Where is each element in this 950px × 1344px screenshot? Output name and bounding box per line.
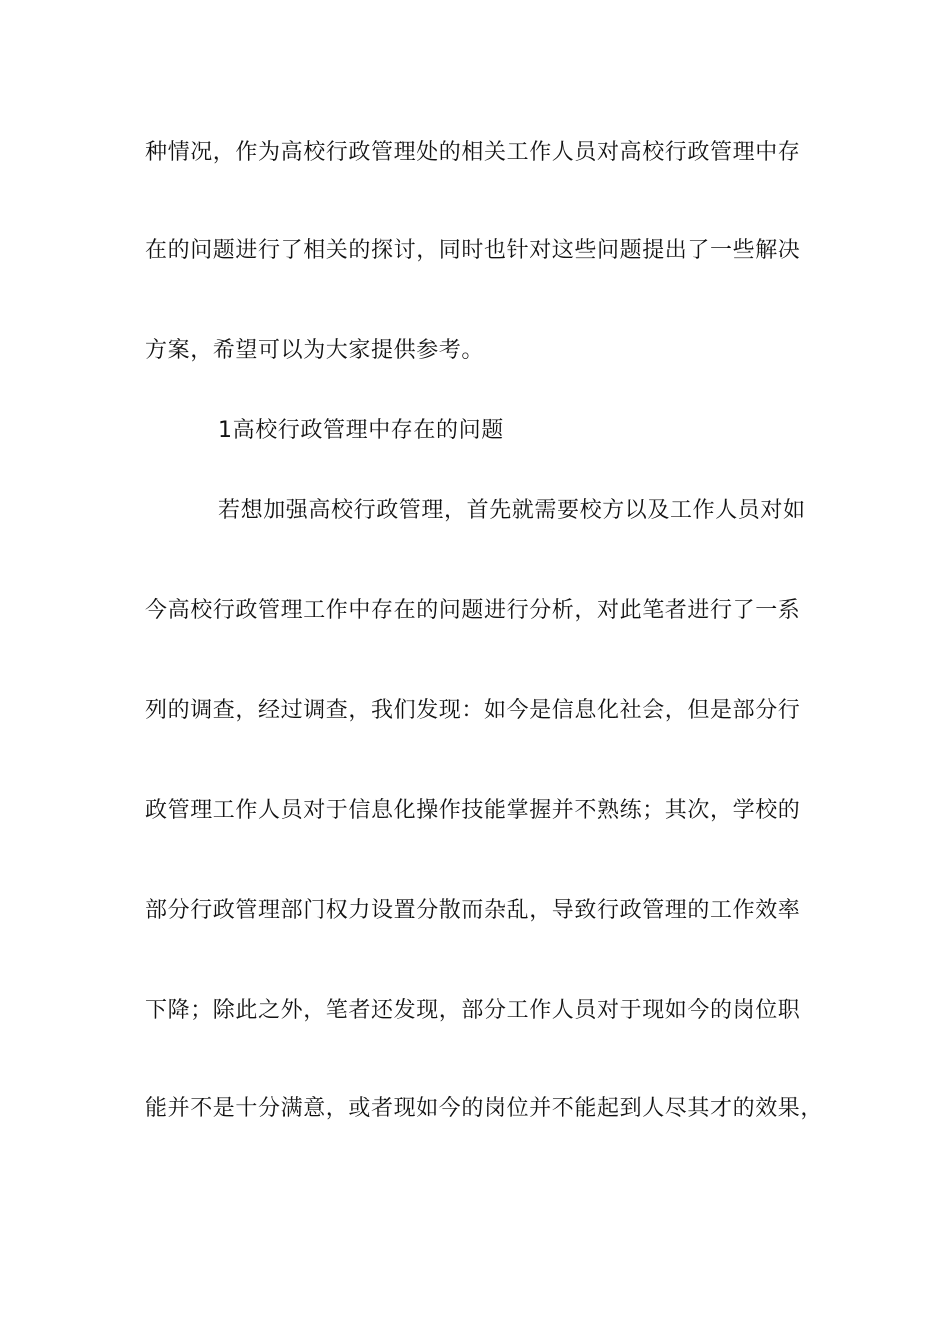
paragraph-line: 种情况，作为高校行政管理处的相关工作人员对高校行政管理中存 (145, 140, 801, 165)
paragraph-line: 若想加强高校行政管理，首先就需要校方以及工作人员对如 (218, 498, 806, 523)
paragraph-line: 列的调查，经过调查，我们发现：如今是信息化社会，但是部分行 (145, 698, 801, 723)
paragraph-line: 部分行政管理部门权力设置分散而杂乱，导致行政管理的工作效率 (145, 898, 801, 923)
paragraph-line: 在的问题进行了相关的探讨，同时也针对这些问题提出了一些解决 (145, 238, 801, 263)
paragraph-line: 下降；除此之外，笔者还发现，部分工作人员对于现如今的岗位职 (145, 998, 801, 1023)
paragraph-line: 今高校行政管理工作中存在的问题进行分析，对此笔者进行了一系 (145, 598, 801, 623)
section-heading: 1高校行政管理中存在的问题 (218, 418, 504, 443)
paragraph-line: 能并不是十分满意，或者现如今的岗位并不能起到人尽其才的效果， (145, 1096, 824, 1121)
paragraph-line: 方案，希望可以为大家提供参考。 (145, 338, 485, 363)
paragraph-line: 政管理工作人员对于信息化操作技能掌握并不熟练；其次，学校的 (145, 798, 801, 823)
